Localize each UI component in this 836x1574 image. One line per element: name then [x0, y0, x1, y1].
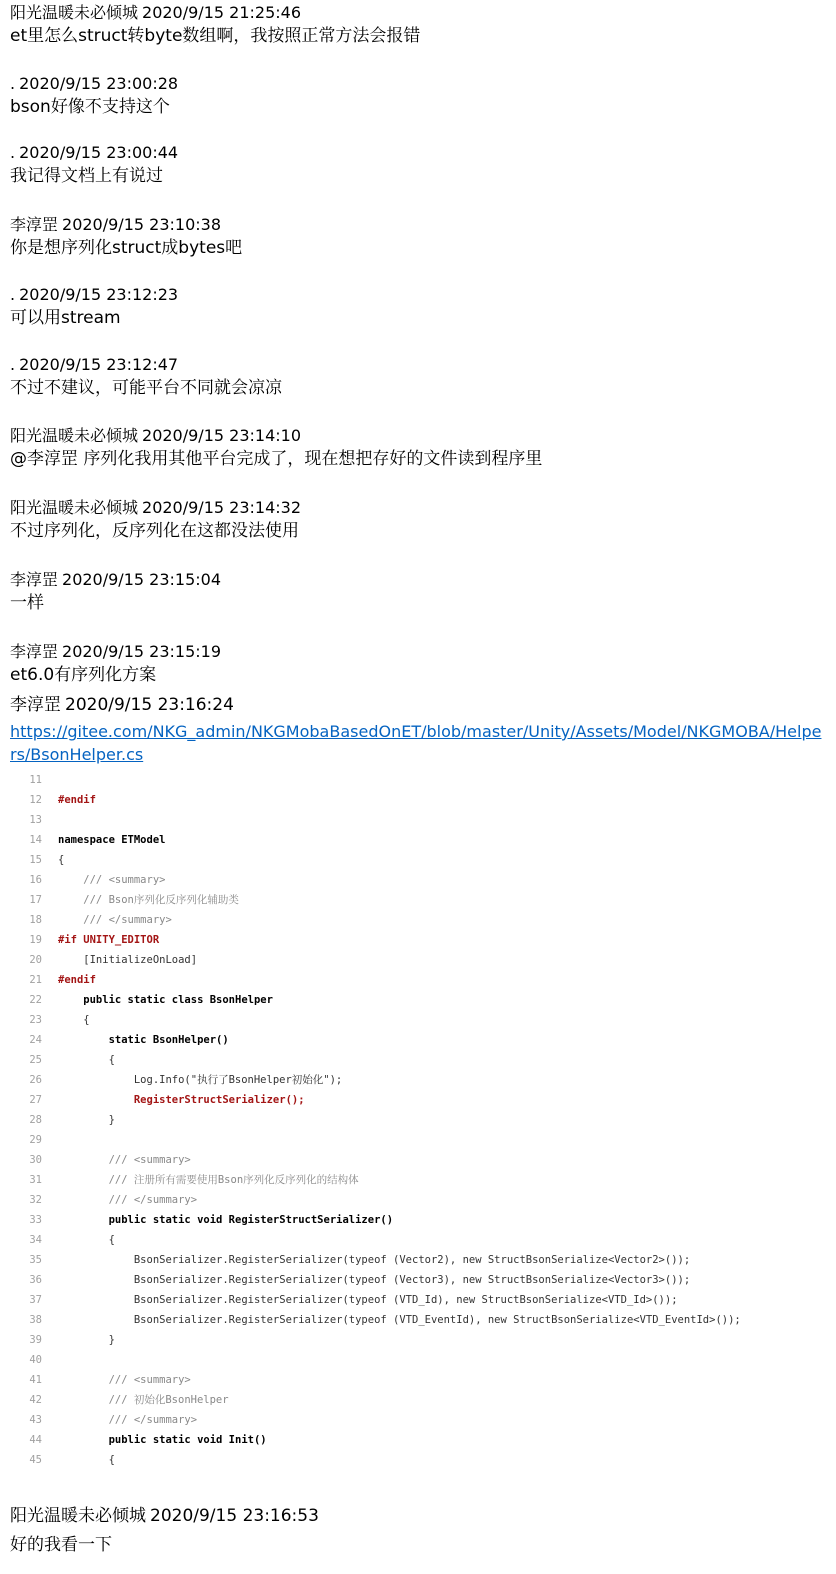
code-line: 33 public static void RegisterStructSerializer(): [29, 1214, 394, 1226]
code-line: 31 /// 注册所有需要使用Bson序列化反序列化的结构体: [29, 1174, 359, 1186]
code-line: 30 /// <summary>: [29, 1154, 191, 1166]
code-line: 44 public static void Init(): [29, 1434, 267, 1446]
code-line: 41 /// <summary>: [29, 1374, 191, 1386]
code-line: 11: [29, 774, 42, 786]
message: [10, 2, 826, 48]
code-line: 15 {: [29, 854, 65, 866]
message-text: et6.0有序列化方案: [10, 665, 157, 685]
sender-name: 阳光温暖未必倾城: [10, 426, 139, 445]
message: [10, 214, 826, 260]
timestamp: 2020/9/15 23:14:32: [142, 498, 301, 517]
code-screenshot: [10, 768, 826, 1468]
timestamp: 2020/9/15 23:00:28: [19, 74, 179, 93]
message: [10, 142, 826, 188]
message-header: [10, 641, 826, 663]
sender-name: 阳光温暖未必倾城: [10, 3, 139, 22]
message-text: 不过序列化，反序列化在这都没法使用: [10, 521, 299, 541]
sender-name: .: [10, 74, 16, 93]
message: [10, 1505, 826, 1557]
code-line: 16 /// <summary>: [29, 874, 166, 886]
code-line: 21 #endif: [29, 974, 96, 986]
message: [10, 425, 826, 471]
message-text: 一样: [10, 593, 44, 613]
message: [10, 694, 826, 766]
message: [10, 354, 826, 400]
code-line: 27 RegisterStructSerializer();: [29, 1094, 305, 1106]
code-line: 28 }: [29, 1114, 115, 1126]
code-line: 35 BsonSerializer.RegisterSerializer(typeof (Vector2), new StructBsonSerialize<Vector2>());: [29, 1254, 691, 1266]
code-line: 34 {: [29, 1234, 115, 1246]
code-line: 22 public static class BsonHelper: [29, 994, 273, 1006]
code-line: 18 /// </summary>: [29, 914, 172, 926]
timestamp: 2020/9/15 23:15:19: [62, 642, 221, 661]
message-text: 我记得文档上有说过: [10, 166, 163, 186]
message: [10, 641, 826, 687]
sender-name: 阳光温暖未必倾城: [10, 498, 139, 517]
sender-name: 李淳罡: [10, 570, 59, 589]
code-line: 20 [InitializeOnLoad]: [29, 954, 198, 966]
sender-name: 李淳罡: [10, 642, 59, 661]
message-header: [10, 142, 826, 164]
code-line: 19 #if UNITY_EDITOR: [29, 934, 160, 946]
code-line: 32 /// </summary>: [29, 1194, 198, 1206]
sender-name: 李淳罡: [10, 695, 61, 715]
timestamp: 2020/9/15 21:25:46: [142, 3, 301, 22]
code-line: 25 {: [29, 1054, 115, 1066]
sender-name: 李淳罡: [10, 215, 59, 234]
sender-name: .: [10, 285, 16, 304]
message-header: [10, 354, 826, 376]
code-line: 43 /// </summary>: [29, 1414, 198, 1426]
timestamp: 2020/9/15 23:14:10: [142, 426, 301, 445]
message-header: [10, 73, 826, 95]
code-line: 42 /// 初始化BsonHelper: [29, 1394, 229, 1406]
message: [10, 569, 826, 615]
code-line: 23 {: [29, 1014, 90, 1026]
message: [10, 497, 826, 543]
timestamp: 2020/9/15 23:12:47: [19, 355, 179, 374]
message-header: [10, 2, 826, 24]
sender-name: 阳光温暖未必倾城: [10, 1506, 146, 1526]
message-text: 可以用stream: [10, 308, 121, 328]
code-line: 24 static BsonHelper(): [29, 1034, 229, 1046]
message-header: [10, 569, 826, 591]
message: [10, 73, 826, 119]
message-text: @李淳罡 序列化我用其他平台完成了，现在想把存好的文件读到程序里: [10, 449, 543, 469]
message-text: 好的我看一下: [10, 1535, 112, 1555]
code-line: 14 namespace ETModel: [29, 834, 166, 846]
gitee-link[interactable]: https://gitee.com/NKG_admin/NKGMobaBasedOnET/blob/master/Unity/Assets/Model/NKGMOBA/Helpers/BsonHelper.cs: [10, 722, 822, 764]
code-line: 45 {: [29, 1454, 115, 1466]
code-line: 39 }: [29, 1334, 115, 1346]
code-line: 26 Log.Info("执行了BsonHelper初始化");: [29, 1074, 343, 1086]
message: [10, 284, 826, 330]
code-line: 37 BsonSerializer.RegisterSerializer(typeof (VTD_Id), new StructBsonSerialize<VTD_Id>());: [29, 1294, 678, 1306]
message-header: [10, 284, 826, 306]
message-header: [10, 694, 826, 716]
message-header: [10, 1505, 826, 1527]
message-header: [10, 497, 826, 519]
code-line: 17 /// Bson序列化反序列化辅助类: [29, 894, 239, 906]
message-header: [10, 214, 826, 236]
message-text: 你是想序列化struct成bytes吧: [10, 238, 243, 258]
timestamp: 2020/9/15 23:15:04: [62, 570, 221, 589]
code-line: 29: [29, 1134, 42, 1146]
message-text: bson好像不支持这个: [10, 97, 170, 117]
message-text: et里怎么struct转byte数组啊，我按照正常方法会报错: [10, 26, 421, 46]
message-header: [10, 425, 826, 447]
code-line: 38 BsonSerializer.RegisterSerializer(typeof (VTD_EventId), new StructBsonSerialize<VTD_EventId>());: [29, 1314, 741, 1326]
sender-name: .: [10, 355, 16, 374]
message-text: 不过不建议，可能平台不同就会凉凉: [10, 378, 282, 398]
sender-name: .: [10, 143, 16, 162]
timestamp: 2020/9/15 23:10:38: [62, 215, 221, 234]
timestamp: 2020/9/15 23:00:44: [19, 143, 179, 162]
timestamp: 2020/9/15 23:12:23: [19, 285, 179, 304]
code-line: 12 #endif: [29, 794, 96, 806]
timestamp: 2020/9/15 23:16:24: [65, 695, 234, 715]
timestamp: 2020/9/15 23:16:53: [150, 1506, 319, 1526]
code-line: 13: [29, 814, 42, 826]
code-line: 36 BsonSerializer.RegisterSerializer(typeof (Vector3), new StructBsonSerialize<Vector3>());: [29, 1274, 691, 1286]
code-line: 40: [29, 1354, 42, 1366]
